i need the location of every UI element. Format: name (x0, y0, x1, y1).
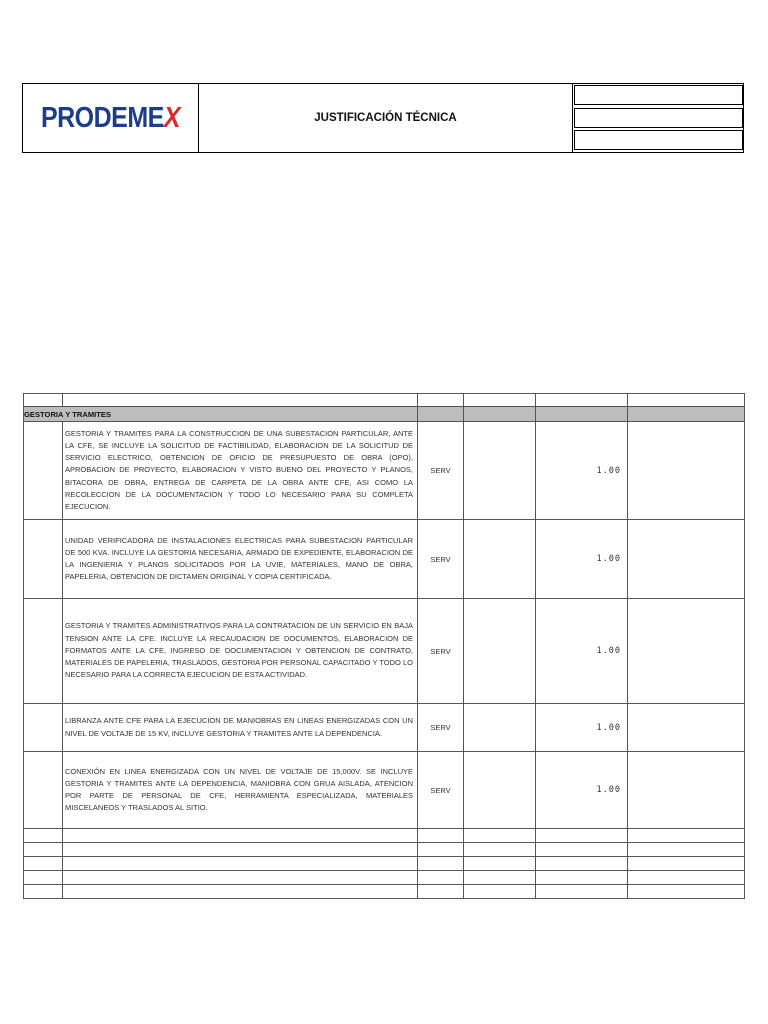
row-description: CONEXIÓN EN LINEA ENERGIZADA CON UN NIVEL DE VOLTAJE DE 15,000V. SE INCLUYE GESTORIA Y TRAMITES ANTE LA DEPENDENCIA, MANIOBRA CON GRUA AISLADA, ATENCION POR PARTE DE PERSONAL DE CFE, HERRAMIENTA ESPECIALIZADA, MATERIALES MISCELANEOS Y TRASLADOS AL SITIO. (63, 752, 418, 829)
concepts-table (23, 393, 745, 899)
row-description: GESTORIA Y TRAMITES PARA LA CONSTRUCCION DE UNA SUBESTACION PARTICULAR, ANTE LA CFE, SE INCLUYE LA SOLICITUD DE FACTIBILIDAD, ELABORACION DE LA SOLICITUD DE SERVICIO ELECTRICO, OBTENCION DE OFICIO DE PRESUPUESTO DE OBRA (OPO), APROBACION DE PROYECTO, ELABORACION Y VISTO BUENO DEL PROYECTO Y PLANOS, BITACORA DE OBRA, ENTREGA DE CARPETA DE LA OBRA ANTE CFE, ASI COMO LA RECOLECCION DE LA DOCUMENTACION Y TODO LO NECESARIO PARA SU COMPLETA EJECUCION. (63, 422, 418, 520)
row-description: LIBRANZA ANTE CFE PARA LA EJECUCION DE MANIOBRAS EN LINEAS ENERGIZADAS CON UN NIVEL DE VOLTAJE DE 15 KV, INCLUYE GESTORIA Y TRAMITES ANTE LA DEPENDENCIA. (63, 704, 418, 752)
row-unit: SERV (418, 704, 464, 752)
header-box-2 (574, 108, 743, 128)
logo-text: PRODEMEX (40, 101, 181, 134)
row-quantity: 1.00 (536, 422, 628, 520)
table-header-row (24, 394, 745, 407)
document-header (22, 83, 744, 153)
header-box-3 (574, 130, 743, 150)
row-quantity: 1.00 (536, 704, 628, 752)
empty-row (24, 843, 745, 857)
section-label: GESTORIA Y TRAMITES (24, 407, 418, 422)
section-row (24, 407, 745, 422)
document-title: JUSTIFICACIÓN TÉCNICA (199, 84, 573, 152)
header-info-boxes (574, 84, 743, 152)
row-description: GESTORIA Y TRAMITES ADMINISTRATIVOS PARA LA CONTRATACION DE UN SERVICIO EN BAJA TENSION ANTE LA CFE. INCLUYE LA RECAUDACION DE DOCUMENTOS, ELABORACION DE FORMATOS ANTE LA CFE, INGRESO DE DOCUMENTACION Y OBTENCION DE CONTRATO, MATERIALES DE PAPELERIA, TRASLADOS, GESTORIA POR PERSONAL CAPACITADO Y TODO LO NECESARIO PARA LA CORRECTA EJECUCION DE ESTA ACTIVIDAD. (63, 599, 418, 704)
row-unit: SERV (418, 752, 464, 829)
row-unit: SERV (418, 520, 464, 599)
row-unit: SERV (418, 599, 464, 704)
header-box-1 (574, 85, 743, 105)
row-quantity: 1.00 (536, 520, 628, 599)
table-row (24, 520, 745, 599)
empty-row (24, 829, 745, 843)
empty-row (24, 857, 745, 871)
table-row (24, 752, 745, 829)
table-row (24, 599, 745, 704)
table-row (24, 422, 745, 520)
row-quantity: 1.00 (536, 599, 628, 704)
empty-row (24, 885, 745, 899)
empty-row (24, 871, 745, 885)
company-logo (23, 84, 199, 152)
row-quantity: 1.00 (536, 752, 628, 829)
row-description: UNIDAD VERIFICADORA DE INSTALACIONES ELECTRICAS PARA SUBESTACION PARTICULAR DE 500 KVA. INCLUYE LA GESTORIA NECESARIA, ARMADO DE EXPEDIENTE, ELABORACION DE LA INGENIERIA Y PLANOS SOLICITADOS POR LA UVIE, MATERIALES, MANO DE OBRA, PAPELERIA, OBTENCION DE DICTAMEN ORIGINAL Y COPIA CERTIFICADA. (63, 520, 418, 599)
row-unit: SERV (418, 422, 464, 520)
table-row (24, 704, 745, 752)
